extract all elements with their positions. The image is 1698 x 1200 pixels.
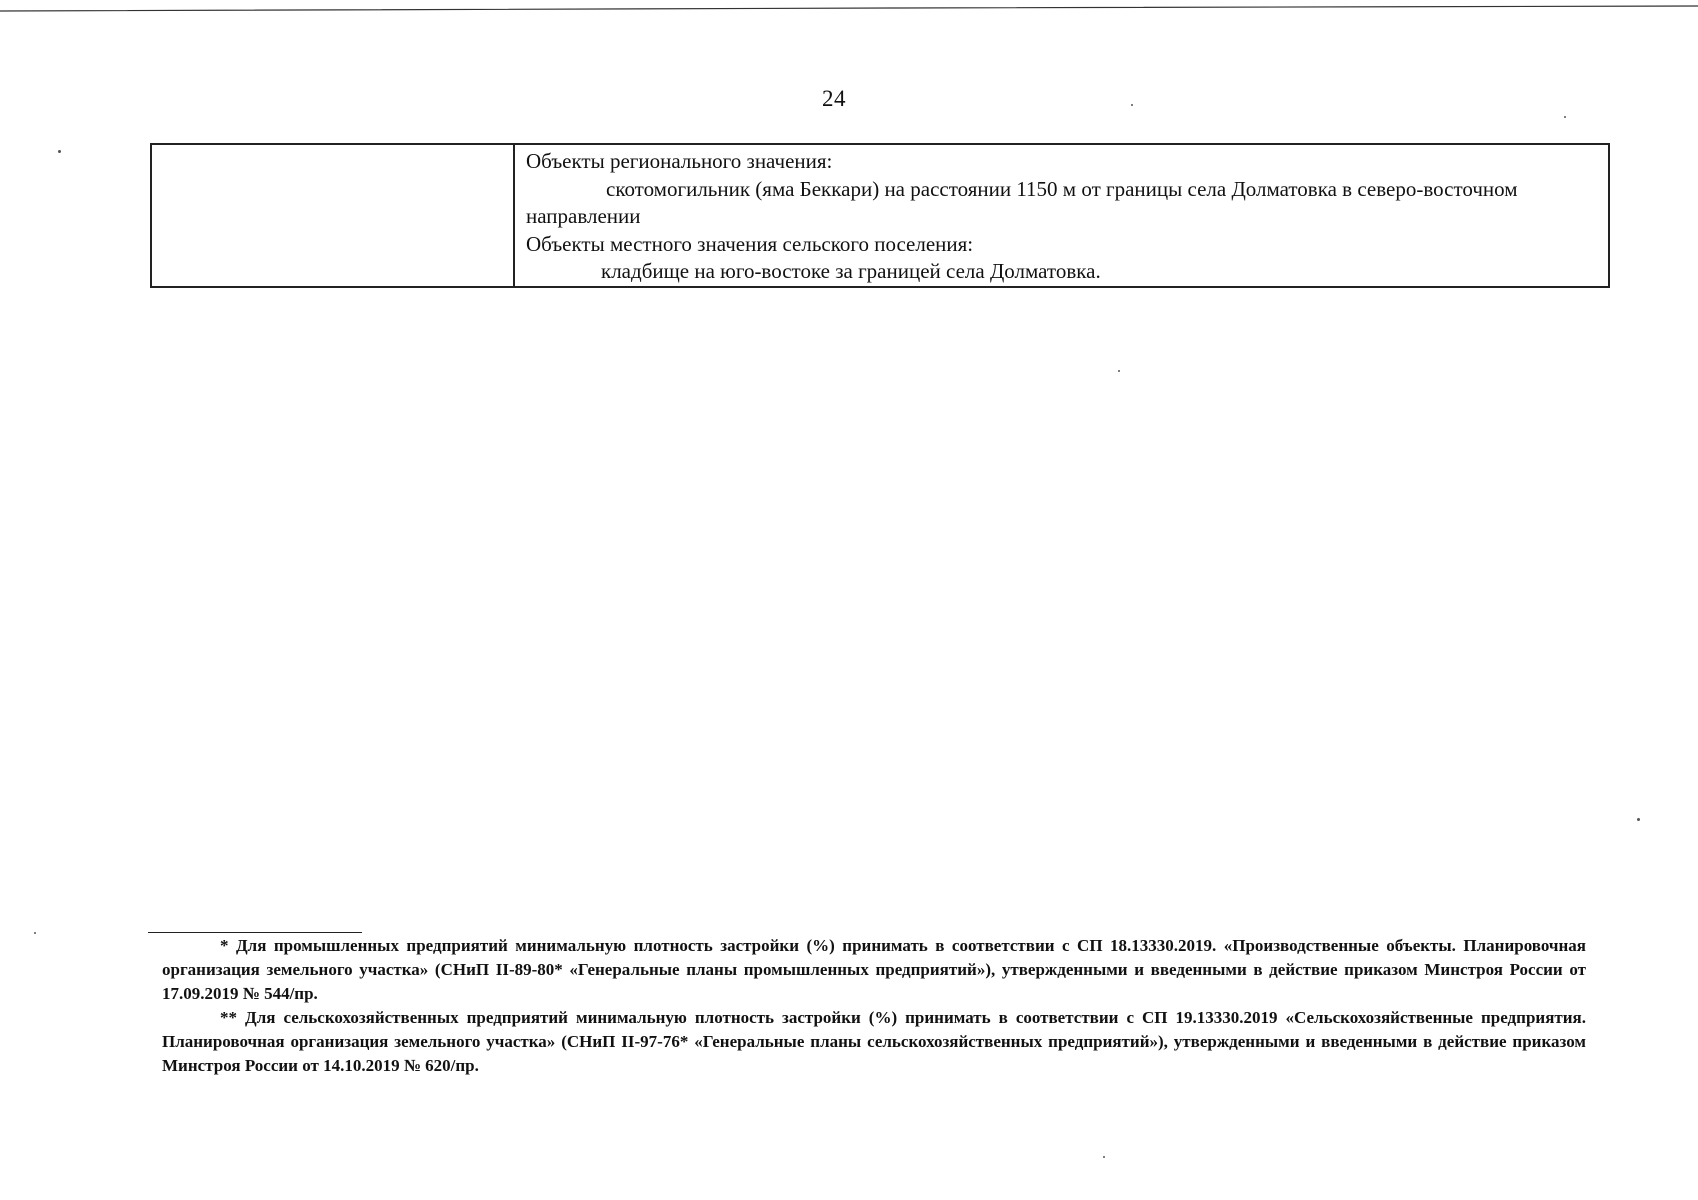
local-objects-heading: Объекты местного значения сельского поселения: xyxy=(526,231,974,256)
scan-speck xyxy=(1118,370,1120,372)
footnote-agricultural: ** Для сельскохозяйственных предприятий минимальную плотность застройки (%) принимать в соответствии с СП 19.13330.2019 «Сельскохозяйственные предприятия. Планировочная организация земельного участка» (СНиП II-97-76* «Генеральные планы сельскохозяйственных предприятий»), утвержденными и введенными в действие приказом Минстроя России от 14.10.2019 № 620/пр. xyxy=(162,1008,1586,1075)
footnote-separator xyxy=(148,932,362,933)
scan-speck xyxy=(1637,818,1640,821)
document-table xyxy=(150,143,1610,288)
table-cell-right xyxy=(514,144,1609,287)
regional-objects-item: скотомогильник (яма Беккари) на расстоянии 1150 м от границы села Долматовка в северо-восточном направлении xyxy=(526,176,1518,228)
scan-speck xyxy=(34,932,36,934)
local-objects-item: кладбище на юго-востоке за границей села Долматовка. xyxy=(601,259,1101,283)
regional-objects-heading: Объекты регионального значения: xyxy=(526,149,833,173)
scan-edge-line xyxy=(0,5,1698,13)
scan-speck xyxy=(1564,116,1566,118)
footnote-industrial: * Для промышленных предприятий минимальную плотность застройки (%) принимать в соответствии с СП 18.13330.2019. «Производственные объекты. Планировочная организация земельного участка» (СНиП II-89-80* «Генеральные планы промышленных предприятий»), утвержденными и введенными в действие приказом Минстроя России от 17.09.2019 № 544/пр. xyxy=(162,936,1586,1003)
table-cell-left xyxy=(151,144,514,287)
scan-speck xyxy=(1131,104,1133,106)
table-row xyxy=(151,144,1609,287)
scan-speck xyxy=(1103,1156,1105,1158)
scan-speck xyxy=(58,150,61,153)
footnotes xyxy=(162,934,1586,1078)
page-number: 24 xyxy=(822,86,846,111)
